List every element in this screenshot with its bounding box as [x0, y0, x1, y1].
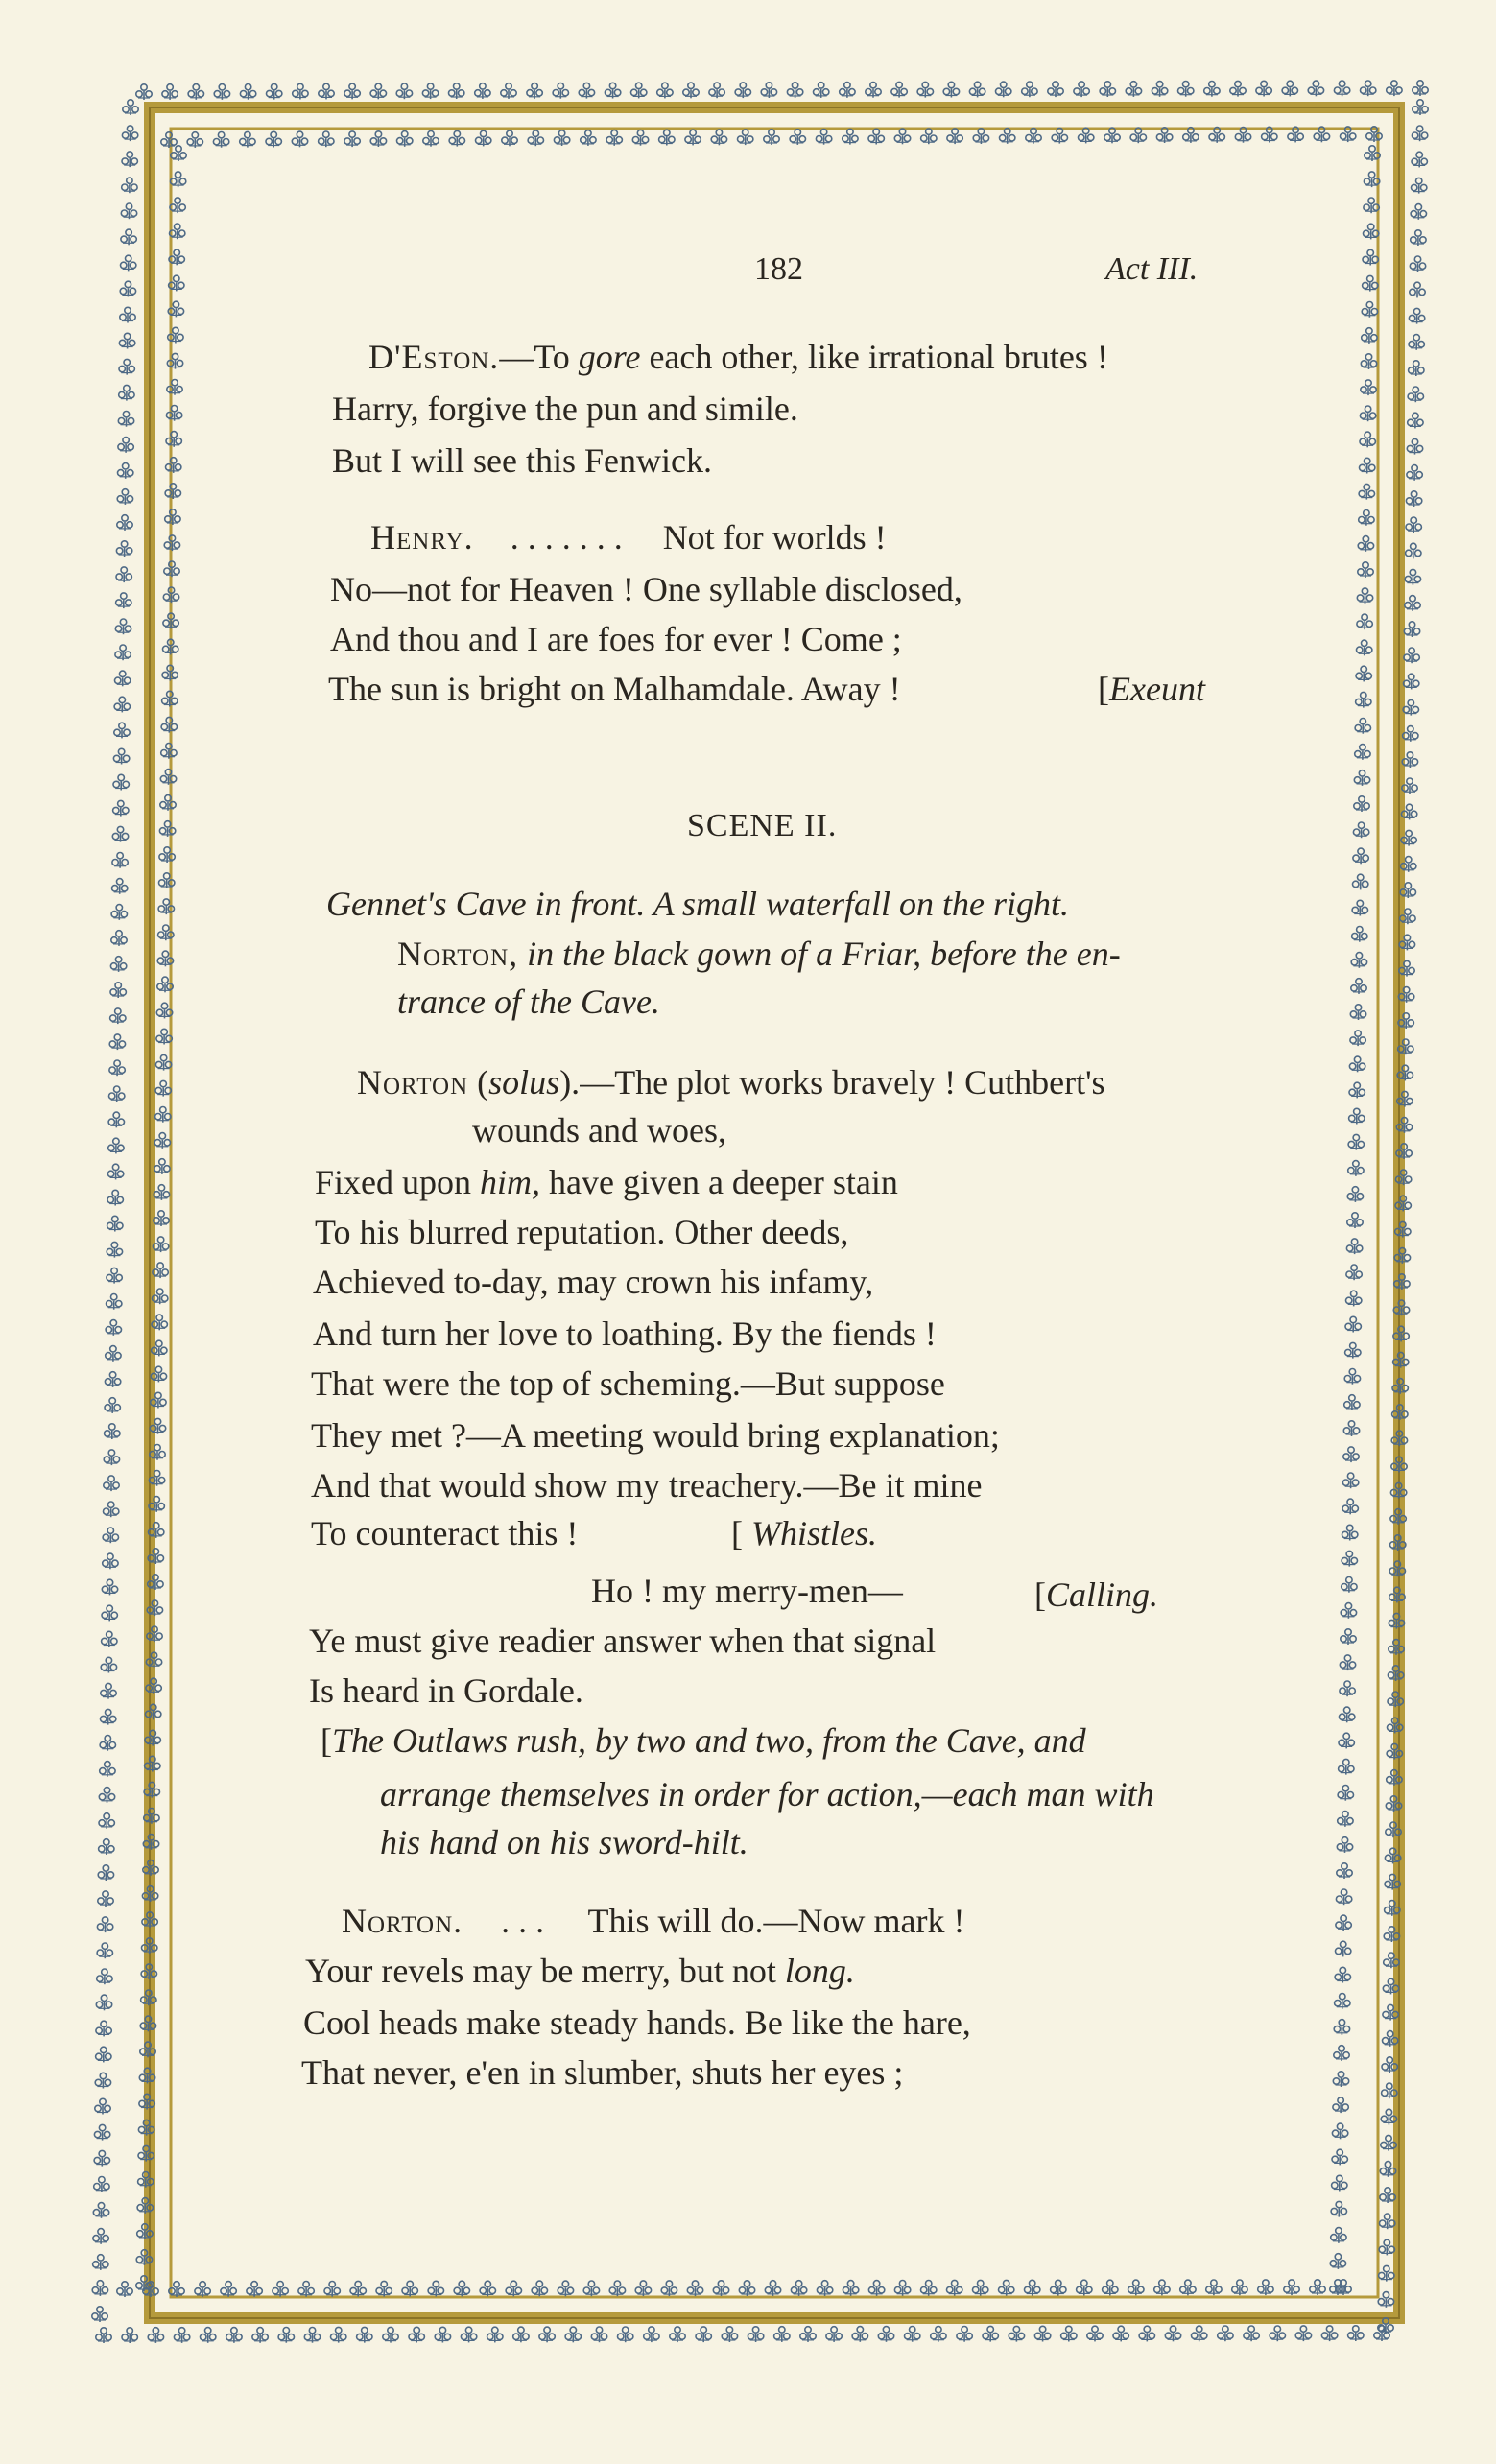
verse-line: Your revels may be merry, but not long.	[305, 1952, 855, 1990]
verse-line: No—not for Heaven ! One syllable disclosed,	[330, 570, 962, 608]
speech-norton-line-2: Norton. . . . This will do.—Now mark !	[342, 1902, 965, 1940]
speaker-name: Norton.	[342, 1902, 463, 1940]
verse-line: And turn her love to loathing. By the fiends !	[313, 1315, 937, 1353]
verse-line: Ho ! my merry-men—	[591, 1572, 903, 1610]
verse-line: But I will see this Fenwick.	[332, 441, 712, 480]
stage-direction-line-2: arrange themselves in order for action,—each man with	[380, 1775, 1154, 1813]
verse-line: They met ?—A meeting would bring explanation;	[311, 1416, 1000, 1455]
scene-setting-line-3: trance of the Cave.	[397, 983, 660, 1021]
verse-line: The sun is bright on Malhamdale. Away !	[328, 670, 901, 708]
stage-direction-calling: [Calling.	[1034, 1576, 1159, 1614]
speech-norton-line-1: Norton (solus).—The plot works bravely ! Cuthbert's	[357, 1063, 1105, 1102]
speech-dEston-line-1: D'Eston.—To gore each other, like irrational brutes !	[368, 338, 1108, 376]
speech-henry-line-1: Henry. . . . . . . . Not for worlds !	[370, 518, 887, 557]
verse-line: Ye must give readier answer when that signal	[309, 1622, 937, 1660]
scene-heading: SCENE II.	[687, 808, 838, 843]
speaker-name: Norton	[357, 1063, 469, 1102]
leader-dots: . . .	[501, 1902, 545, 1940]
verse-line: Harry, forgive the pun and simile.	[332, 390, 798, 428]
leader-dots: . . . . . . .	[510, 518, 623, 557]
running-header-act: Act III.	[1105, 251, 1199, 287]
verse-line-continuation: wounds and woes,	[472, 1111, 726, 1149]
page-number: 182	[754, 251, 803, 287]
verse-line: Cool heads make steady hands. Be like the hare,	[303, 2003, 971, 2042]
stage-direction-whistles: [ Whistles.	[731, 1514, 877, 1552]
speaker-name: D'Eston.	[368, 338, 500, 376]
verse-line: That were the top of scheming.—But suppose	[311, 1364, 945, 1403]
stage-direction-line-3: his hand on his sword-hilt.	[380, 1823, 748, 1861]
verse-line: And that would show my treachery.—Be it mine	[311, 1466, 983, 1504]
scene-setting-line-2: Norton, in the black gown of a Friar, before the en-	[397, 935, 1121, 973]
verse-line: Achieved to-day, may crown his infamy,	[313, 1263, 874, 1301]
speaker-name: Henry.	[370, 518, 474, 557]
stage-direction-line-1: [The Outlaws rush, by two and two, from the Cave, and	[321, 1721, 1086, 1760]
verse-line: To his blurred reputation. Other deeds,	[315, 1213, 849, 1251]
verse-line: Fixed upon him, have given a deeper stain	[315, 1163, 898, 1201]
verse-line: To counteract this !	[311, 1514, 579, 1552]
verse-line: And thou and I are foes for ever ! Come ;	[330, 620, 902, 658]
scene-setting-line-1: Gennet's Cave in front. A small waterfall on the right.	[326, 885, 1070, 923]
stage-direction-exeunt: [Exeunt	[1098, 670, 1205, 708]
verse-line: Is heard in Gordale.	[309, 1671, 583, 1710]
verse-line: That never, e'en in slumber, shuts her eyes ;	[301, 2053, 904, 2092]
